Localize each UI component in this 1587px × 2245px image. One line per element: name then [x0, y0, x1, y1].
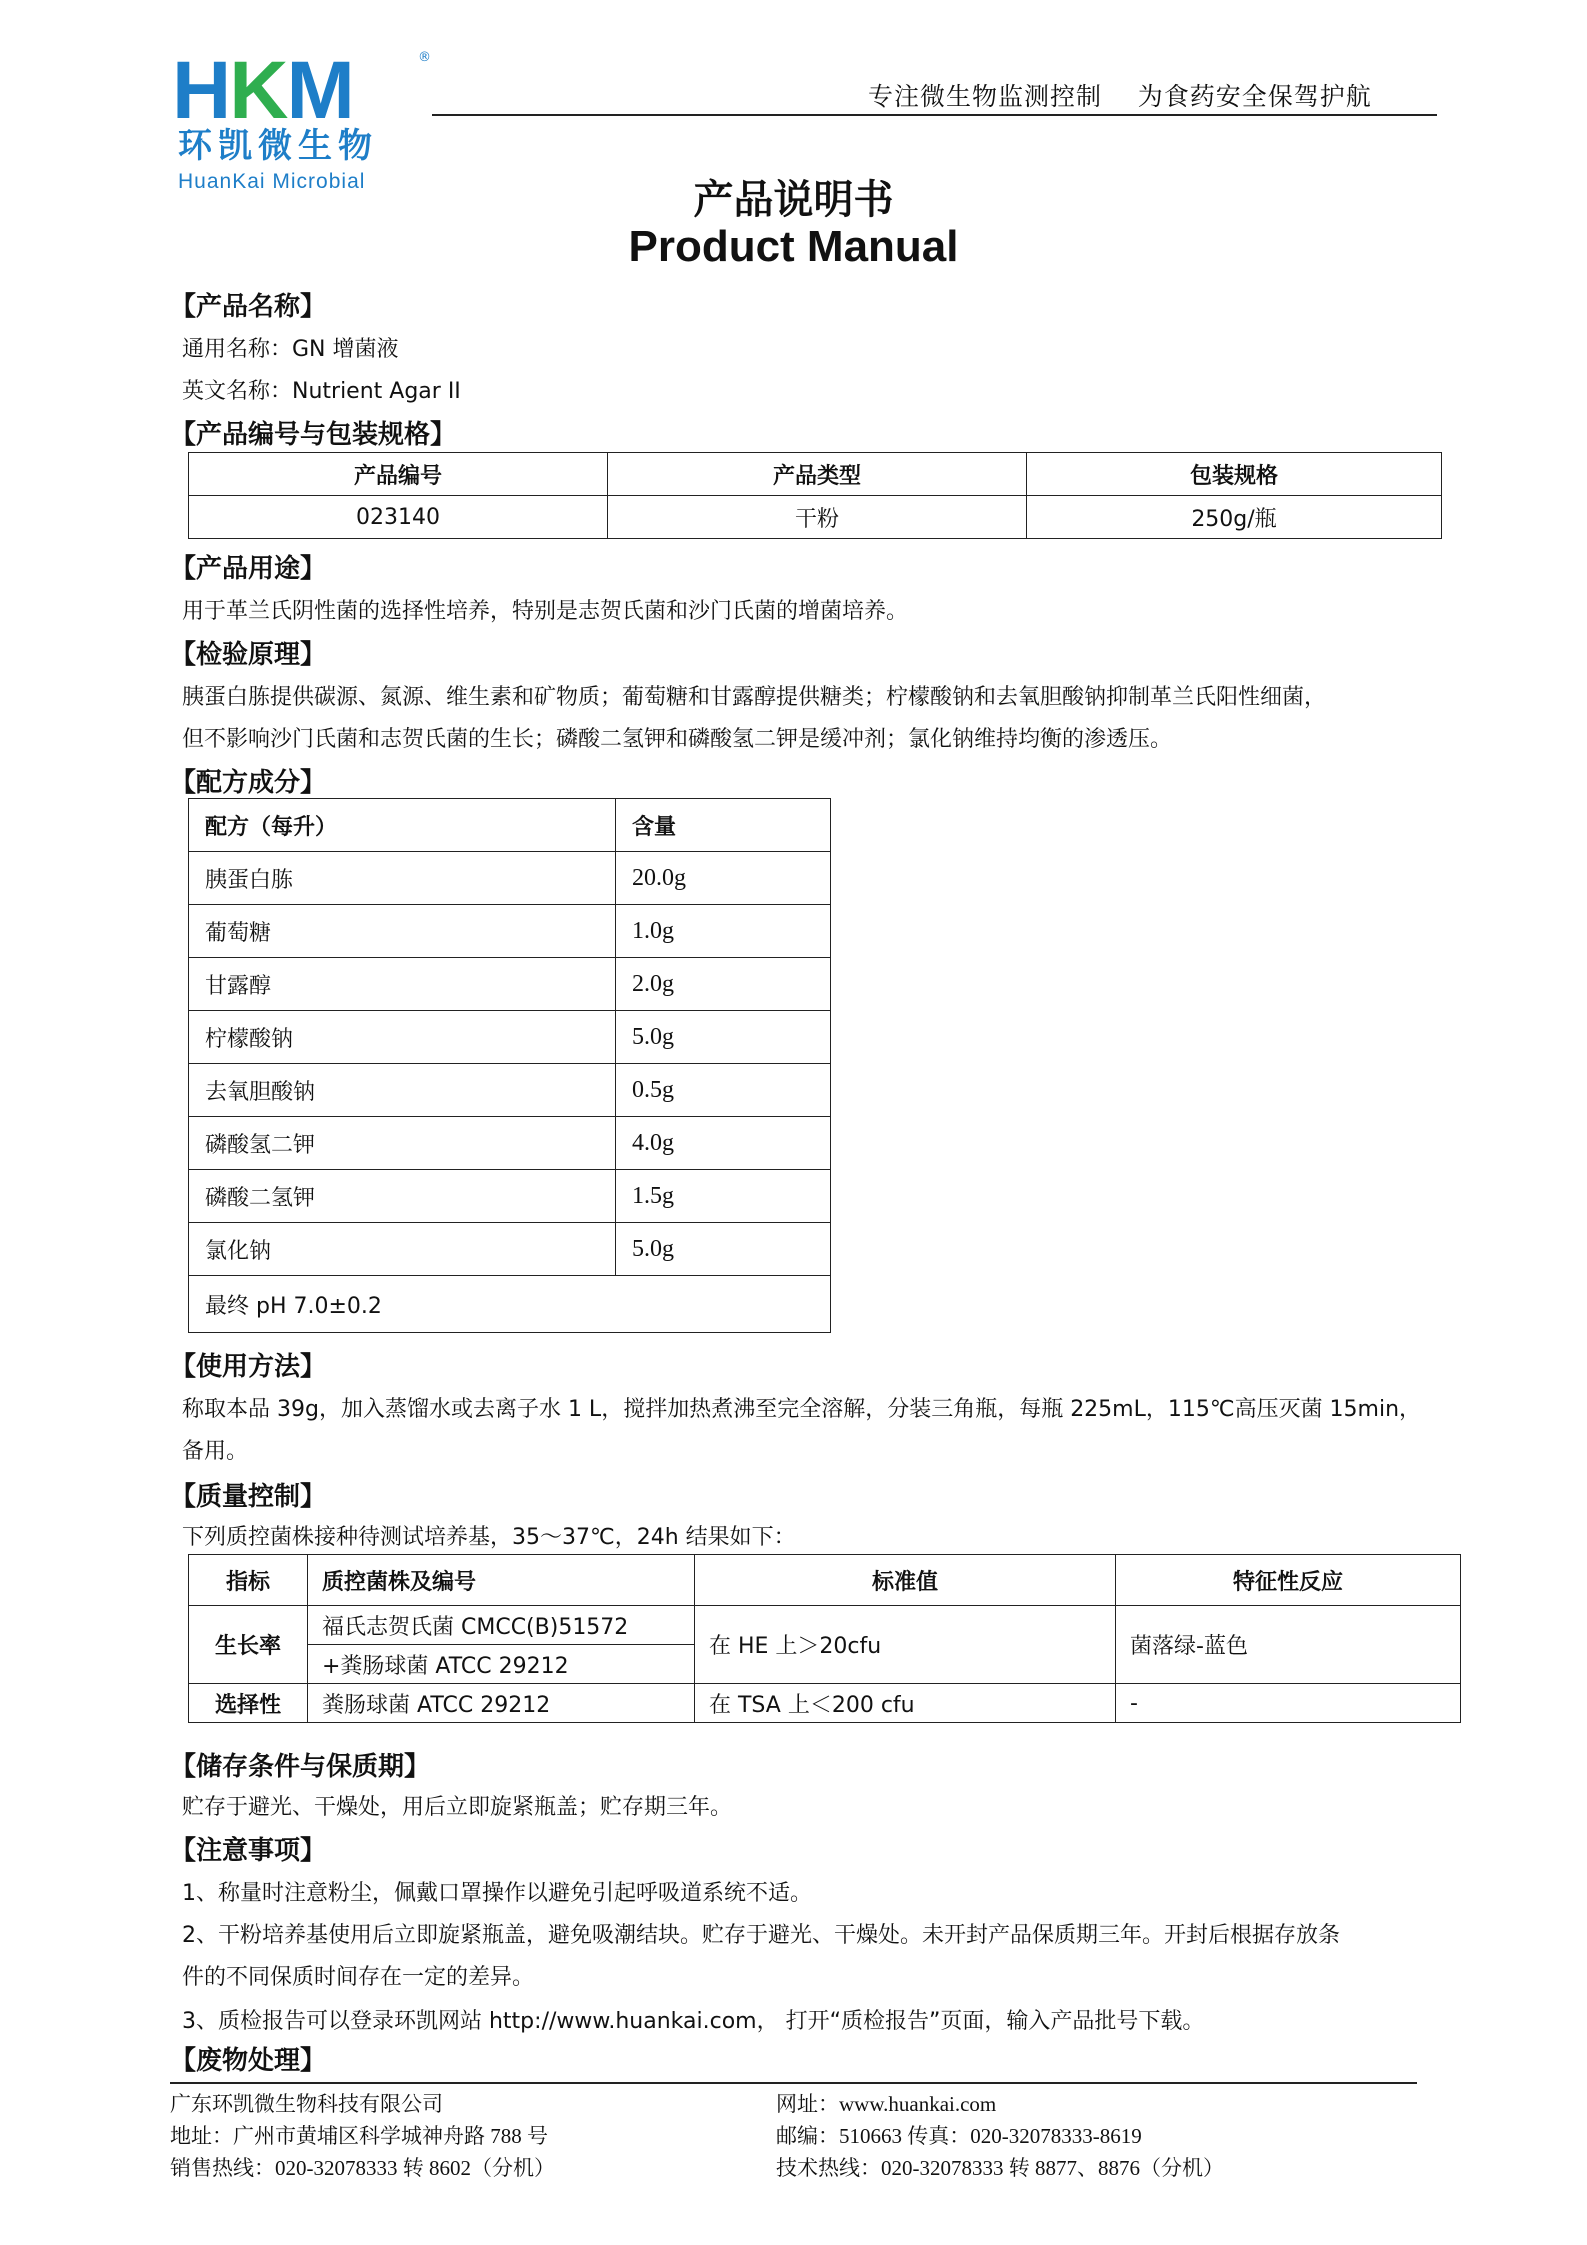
- ingredient-amount: 0.5g: [616, 1064, 831, 1117]
- section-quality-control: 【质量控制】: [170, 1482, 327, 1512]
- page-title-en: Product Manual: [628, 222, 959, 271]
- qc-growth-label: 生长率: [189, 1606, 308, 1684]
- storage-text: 贮存于避光、干燥处，用后立即旋紧瓶盖；贮存期三年。: [182, 1795, 733, 1820]
- ingredient-amount: 2.0g: [616, 958, 831, 1011]
- qc-header-index: 指标: [189, 1555, 308, 1606]
- qc-select-strain: 粪肠球菌 ATCC 29212: [308, 1684, 695, 1723]
- header-slogan: 专注微生物监测控制 为食药安全保驾护航: [868, 82, 1372, 111]
- section-product-code: 【产品编号与包装规格】: [170, 420, 457, 450]
- use-text: 用于革兰氏阴性菌的选择性培养，特别是志贺氏菌和沙门氏菌的增菌培养。: [182, 599, 909, 624]
- section-product-name: 【产品名称】: [170, 292, 327, 322]
- method-line-1: 称取本品 39g，加入蒸馏水或去离子水 1 L，搅拌加热煮沸至完全溶解，分装三角瓶，每瓶 225mL，115℃高压灭菌 15min，: [182, 1397, 1422, 1422]
- spec-header-code: 产品编号: [189, 453, 608, 496]
- note-1: 1、称量时注意粉尘，佩戴口罩操作以避免引起呼吸道系统不适。: [182, 1881, 812, 1906]
- footer-postcode-fax: 邮编：510663 传真：020-32078333-8619: [776, 2124, 1142, 2148]
- ingredient-amount: 5.0g: [616, 1011, 831, 1064]
- ingredient-amount: 4.0g: [616, 1117, 831, 1170]
- ingredient-amount: 1.5g: [616, 1170, 831, 1223]
- principle-line-1: 胰蛋白胨提供碳源、氮源、维生素和矿物质；葡萄糖和甘露醇提供糖类；柠檬酸钠和去氧胆酸钠抑制革兰氏阳性细菌，: [182, 685, 1327, 710]
- logo-english-name: HuanKai Microbial: [178, 170, 366, 193]
- note-3: 3、质检报告可以登录环凯网站 http://www.huankai.com， 打开“质检报告”页面，输入产品批号下载。: [182, 2009, 1205, 2034]
- english-name: 英文名称：Nutrient Agar II: [182, 379, 461, 404]
- spec-header-type: 产品类型: [608, 453, 1027, 496]
- formula-header-ingredient: 配方（每升）: [189, 799, 616, 852]
- logo-registered-mark: ®: [418, 50, 431, 65]
- table-row: [189, 852, 831, 905]
- table-row: [189, 1606, 1461, 1645]
- section-waste: 【废物处理】: [170, 2046, 327, 2076]
- qc-header-reaction: 特征性反应: [1116, 1555, 1461, 1606]
- common-name: 通用名称：GN 增菌液: [182, 337, 399, 362]
- ingredient-name: 葡萄糖: [189, 905, 616, 958]
- footer-address: 地址：广州市黄埔区科学城神舟路 788 号: [170, 2124, 548, 2148]
- qc-growth-strain-2: +粪肠球菌 ATCC 29212: [308, 1645, 695, 1684]
- formula-header-row: [189, 799, 831, 852]
- table-row: [189, 958, 831, 1011]
- table-row: [189, 1170, 831, 1223]
- section-method: 【使用方法】: [170, 1352, 327, 1382]
- page-title-cn: 产品说明书: [693, 177, 894, 223]
- ingredient-name: 磷酸氢二钾: [189, 1117, 616, 1170]
- table-row: [189, 905, 831, 958]
- spec-table: [188, 452, 1442, 539]
- table-row: [189, 1117, 831, 1170]
- spec-code: 023140: [189, 496, 608, 539]
- qc-intro: 下列质控菌株接种待测试培养基，35～37℃，24h 结果如下：: [182, 1525, 796, 1550]
- qc-header-standard: 标准值: [695, 1555, 1116, 1606]
- ingredient-amount: 5.0g: [616, 1223, 831, 1276]
- qc-growth-strain-1: 福氏志贺氏菌 CMCC(B)51572: [308, 1606, 695, 1645]
- final-ph: 最终 pH 7.0±0.2: [189, 1276, 831, 1333]
- table-row: [189, 1064, 831, 1117]
- formula-footer-row: [189, 1276, 831, 1333]
- formula-header-amount: 含量: [616, 799, 831, 852]
- note-2-cont: 件的不同保质时间存在一定的差异。: [182, 1965, 535, 1990]
- footer-sales-hotline: 销售热线：020-32078333 转 8602（分机）: [170, 2156, 555, 2180]
- footer-website[interactable]: 网址：www.huankai.com: [776, 2092, 997, 2116]
- spec-package: 250g/瓶: [1027, 496, 1442, 539]
- section-use: 【产品用途】: [170, 554, 327, 584]
- qc-growth-reaction: 菌落绿-蓝色: [1116, 1606, 1461, 1684]
- spec-header-package: 包装规格: [1027, 453, 1442, 496]
- header-divider: [432, 114, 1437, 116]
- formula-table: [188, 798, 831, 1333]
- section-notes: 【注意事项】: [170, 1836, 327, 1866]
- logo-hkm-text: HKM: [172, 45, 353, 136]
- spec-table-header: [189, 453, 1442, 496]
- company-logo: [172, 45, 442, 193]
- ingredient-amount: 20.0g: [616, 852, 831, 905]
- table-row: [189, 1011, 831, 1064]
- ingredient-name: 柠檬酸钠: [189, 1011, 616, 1064]
- principle-line-2: 但不影响沙门氏菌和志贺氏菌的生长；磷酸二氢钾和磷酸氢二钾是缓冲剂；氯化钠维持均衡的渗透压。: [182, 727, 1173, 752]
- ingredient-name: 甘露醇: [189, 958, 616, 1011]
- table-row: [189, 1684, 1461, 1723]
- qc-header-strain: 质控菌株及编号: [308, 1555, 695, 1606]
- ingredient-amount: 1.0g: [616, 905, 831, 958]
- table-row: [189, 496, 1442, 539]
- section-principle: 【检验原理】: [170, 640, 327, 670]
- ingredient-name: 胰蛋白胨: [189, 852, 616, 905]
- footer-tech-hotline: 技术热线：020-32078333 转 8877、8876（分机）: [776, 2156, 1224, 2180]
- qc-table: [188, 1554, 1461, 1723]
- logo-chinese-name: 环凯微生物: [178, 126, 378, 166]
- ingredient-name: 去氧胆酸钠: [189, 1064, 616, 1117]
- method-line-2: 备用。: [182, 1439, 249, 1464]
- section-formula: 【配方成分】: [170, 768, 327, 798]
- ingredient-name: 氯化钠: [189, 1223, 616, 1276]
- table-row: [189, 1223, 831, 1276]
- footer-company: 广东环凯微生物科技有限公司: [170, 2092, 443, 2116]
- section-storage: 【储存条件与保质期】: [170, 1752, 431, 1782]
- qc-select-reaction: -: [1116, 1684, 1461, 1723]
- footer-divider: [170, 2082, 1417, 2084]
- spec-type: 干粉: [608, 496, 1027, 539]
- qc-select-standard: 在 TSA 上＜200 cfu: [695, 1684, 1116, 1723]
- qc-select-label: 选择性: [189, 1684, 308, 1723]
- qc-growth-standard: 在 HE 上＞20cfu: [695, 1606, 1116, 1684]
- ingredient-name: 磷酸二氢钾: [189, 1170, 616, 1223]
- qc-header-row: [189, 1555, 1461, 1606]
- note-2: 2、干粉培养基使用后立即旋紧瓶盖，避免吸潮结块。贮存于避光、干燥处。未开封产品保质期三年。开封后根据存放条: [182, 1923, 1341, 1948]
